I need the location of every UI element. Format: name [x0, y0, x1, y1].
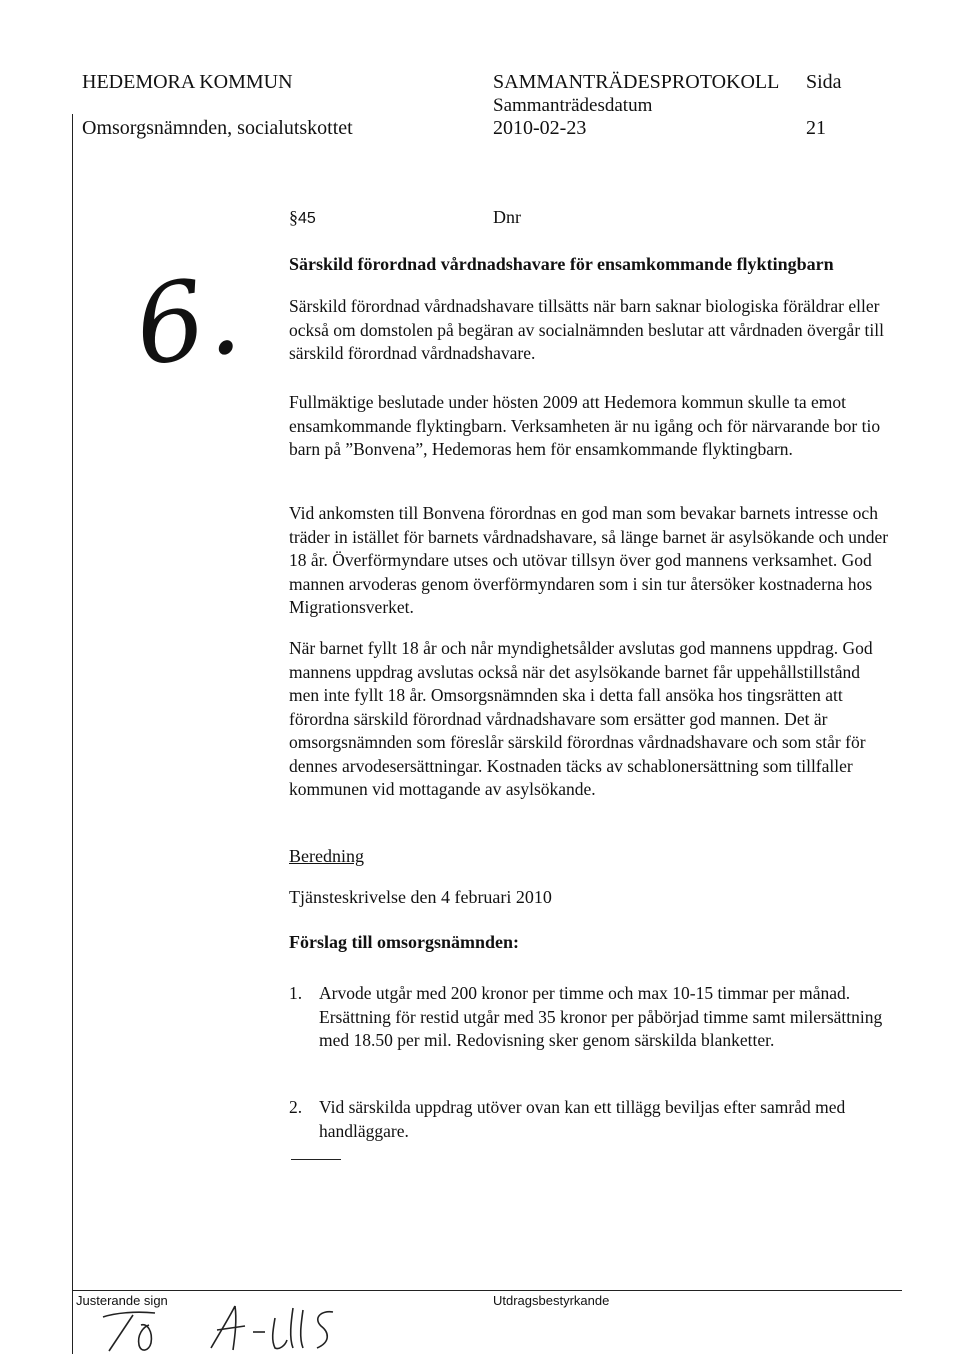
signature-initials-1 — [95, 1305, 175, 1357]
handwritten-item-number: 6. — [127, 252, 248, 391]
beredning-text: Tjänsteskrivelse den 4 februari 2010 — [289, 887, 552, 907]
organization-name: HEDEMORA KOMMUN — [82, 71, 293, 93]
paragraph-4: När barnet fyllt 18 år och når myndighetsålder avslutas god mannens uppdrag. God mannens uppdrag avslutas också när det asylsökande barnet får uppehållstillstånd men inte fyllt 18 år. Omsorgsnämnden ska i detta fall ansöka hos tingsrätten att förordna särskild förordnad vårdnadshavare som ersätter god mannen. Det är omsorgsnämnden som föreslår särskild förordnas vårdnadshavare och som står för dennes arvodesersättningar. Kostnaden täcks av schablonersättning som tillfaller kommunen vid mottagande av asylsökande. — [289, 638, 873, 799]
end-of-section-rule — [291, 1159, 341, 1160]
section-number: §45 — [289, 207, 316, 227]
proposal-item-number: 2. — [289, 1097, 303, 1117]
department-name: Omsorgsnämnden, socialutskottet — [82, 117, 353, 139]
case-title: Särskild förordnad vårdnadshavare för ensamkommande flyktingbarn — [289, 254, 834, 274]
proposal-item-text: Vid särskilda uppdrag utöver ovan kan ett tillägg beviljas efter samråd med handläggare. — [319, 1097, 846, 1141]
paragraph-1: Särskild förordnad vårdnadshavare tillsätts när barn saknar biologiska föräldrar eller också om domstolen på begäran av socialnämnden beslutar att vårdnaden övergår till särskild förordnad vårdnadshavare. — [289, 296, 884, 363]
paragraph-2: Fullmäktige beslutade under hösten 2009 att Hedemora kommun skulle ta emot ensamkommande flyktingbarn. Verksamheten är nu igång och för närvarande bor tio barn på ”Bonvena”, Hedemoras hem för ensamkommande flyktingbarn. — [289, 392, 881, 459]
proposal-item-text: Arvode utgår med 200 kronor per timme och max 10-15 timmar per månad. Ersättning för restid utgår med 35 kronor per påbörjad timme samt milersättning med 18.50 per mil. Redovisning sker genom särskilda blanketter. — [319, 983, 883, 1050]
footer-rule — [72, 1290, 902, 1291]
proposal-item-number: 1. — [289, 983, 303, 1003]
utdragsbestyrkande-label: Utdragsbestyrkande — [493, 1293, 610, 1308]
dnr-label: Dnr — [493, 207, 521, 227]
page-number: 21 — [806, 117, 826, 139]
left-margin-rule — [72, 114, 73, 1354]
document-type: SAMMANTRÄDESPROTOKOLL — [493, 71, 780, 93]
meeting-date: 2010-02-23 — [493, 117, 587, 139]
justerande-sign-label: Justerande sign — [76, 1293, 168, 1308]
beredning-heading: Beredning — [289, 846, 364, 866]
paragraph-3: Vid ankomsten till Bonvena förordnas en god man som bevakar barnets intresse och träder in istället för barnets vårdnadshavare, så länge barnet är asylsökande och under 18 år. Överförmyndare utses och utövar tillsyn över god mannens verksamhet. God mannen arvoderas genom överförmyndaren som i sin tur återsöker kostnaderna hos Migrationsverket. — [289, 503, 889, 617]
section-sign-icon: § — [289, 207, 298, 227]
signature-initials-2 — [205, 1300, 345, 1356]
meeting-date-label: Sammanträdesdatum — [493, 95, 653, 116]
proposal-heading: Förslag till omsorgsnämnden: — [289, 932, 520, 952]
page-label: Sida — [806, 71, 842, 93]
